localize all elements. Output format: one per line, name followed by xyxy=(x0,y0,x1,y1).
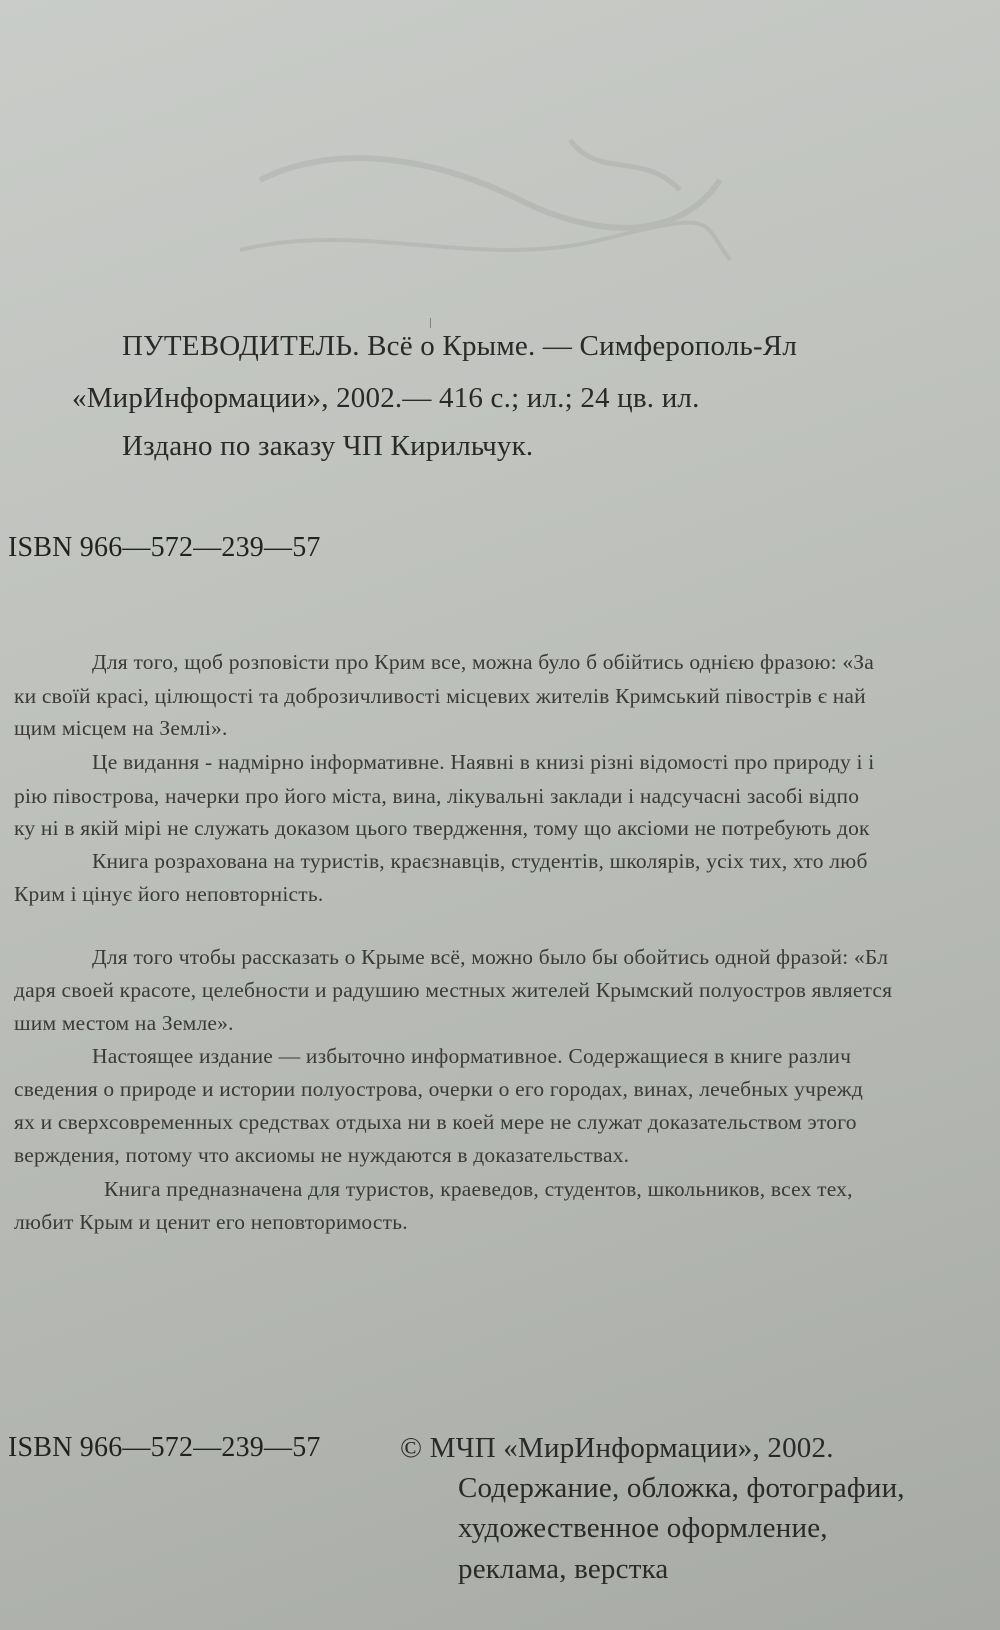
ukrainian-line-5: рію півострова, начерки про його міста, вина, лікувальні заклади і надсучасні засобі відпо xyxy=(14,784,860,808)
biblio-line-1: ПУТЕВОДИТЕЛЬ. Всё о Крыме. — Симферополь-Ял xyxy=(122,330,798,362)
ukrainian-line-3: щим місцем на Землі». xyxy=(14,716,228,740)
russian-line-5: сведения о природе и истории полуострова, очерки о его городах, винах, лечебных учрежд xyxy=(14,1077,863,1101)
ukrainian-line-1: Для того, щоб розповісти про Крим все, можна було б обійтись однією фразою: «За xyxy=(92,650,875,674)
copyright-line-2: Содержание, обложка, фотографии, xyxy=(458,1472,905,1504)
ukrainian-line-8: Крим і цінує його неповторність. xyxy=(14,882,324,906)
copyright-line-1: © МЧП «МирИнформации», 2002. xyxy=(400,1432,834,1464)
russian-line-9: любит Крым и ценит его неповторимость. xyxy=(14,1210,408,1234)
russian-line-6: ях и сверхсовременных средствах отдыха ни в коей мере не служат доказательством этого xyxy=(14,1110,857,1134)
russian-line-2: даря своей красоте, целебности и радушию местных жителей Крымский полуостров является xyxy=(14,978,893,1002)
russian-line-4: Настоящее издание — избыточно информативное. Содержащиеся в книге различ xyxy=(92,1044,852,1068)
ukrainian-line-2: ки своїй красі, цілющості та доброзичливості місцевих жителів Кримський півострів є най xyxy=(14,684,866,708)
russian-line-3: шим местом на Земле». xyxy=(14,1011,234,1035)
russian-line-1: Для того чтобы рассказать о Крыме всё, можно было бы обойтись одной фразой: «Бл xyxy=(92,945,889,969)
copyright-line-4: реклама, верстка xyxy=(458,1553,669,1585)
copyright-line-3: художественное оформление, xyxy=(458,1512,828,1544)
ukrainian-line-6: ку ні в якій мірі не служать доказом цього твердження, тому що аксіоми не потребують док xyxy=(14,816,870,840)
show-through-ghost-image xyxy=(220,120,740,300)
stray-mark xyxy=(430,318,431,328)
biblio-line-2: «МирИнформации», 2002.— 416 с.; ил.; 24 цв. ил. xyxy=(72,382,700,414)
isbn-top: ISBN 966—572—239—57 xyxy=(8,532,321,563)
isbn-bottom: ISBN 966—572—239—57 xyxy=(8,1432,321,1463)
ukrainian-line-7: Книга розрахована на туристів, краєзнавців, студентів, школярів, усіх тих, хто люб xyxy=(92,849,868,873)
russian-line-7: верждения, потому что аксиомы не нуждаются в доказательствах. xyxy=(14,1143,630,1167)
russian-line-8: Книга предназначена для туристов, краеведов, студентов, школьников, всех тех, xyxy=(104,1177,853,1201)
ukrainian-line-4: Це видання - надмірно інформативне. Наявні в книзі різні відомості про природу і і xyxy=(92,750,875,774)
biblio-line-3: Издано по заказу ЧП Кирильчук. xyxy=(122,430,534,462)
